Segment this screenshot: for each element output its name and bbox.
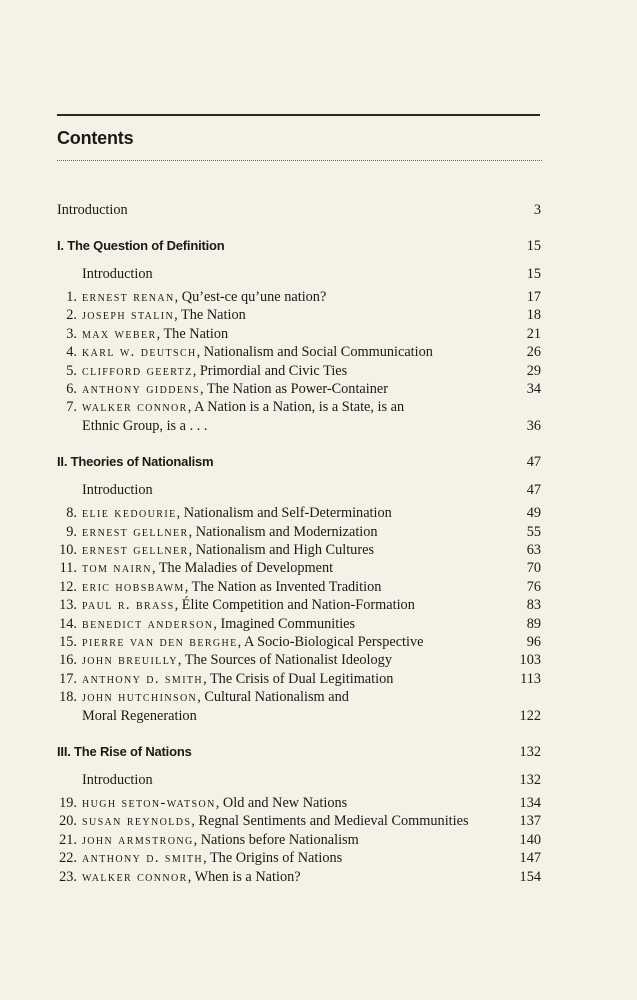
part-introduction-label: Introduction <box>82 772 153 788</box>
entry-author: hugh seton-watson <box>82 795 216 811</box>
entry-page: 76 <box>526 579 541 595</box>
part-introduction-page: 15 <box>526 266 541 282</box>
entry-text <box>82 578 381 596</box>
entry-author: max weber <box>82 326 157 342</box>
entry-page: 34 <box>526 381 541 397</box>
toc-introduction <box>57 201 541 219</box>
entry-page: 70 <box>526 560 541 576</box>
entry-number: 6. <box>66 381 77 397</box>
entry-author: anthony d. smith <box>82 850 204 866</box>
entry-author: anthony giddens <box>82 381 200 397</box>
entry-page: 113 <box>520 671 541 687</box>
entry-number: 14. <box>59 616 77 632</box>
toc-entry <box>57 343 541 361</box>
part-heading <box>57 453 541 471</box>
entry-title: , When is a Nation? <box>187 869 301 885</box>
entry-page: 89 <box>526 616 541 632</box>
introduction-page: 3 <box>533 202 541 218</box>
entry-title: , Imagined Communities <box>213 616 356 632</box>
entry-author: anthony d. smith <box>82 671 204 687</box>
entry-page: 26 <box>526 344 541 360</box>
entry-text <box>82 559 333 577</box>
part-heading <box>57 237 541 255</box>
toc-entry <box>57 812 541 830</box>
part-page: 132 <box>519 744 541 760</box>
entry-text <box>82 288 326 306</box>
part-introduction <box>57 481 541 499</box>
entry-number: 23. <box>59 869 77 885</box>
entry-number: 4. <box>66 344 77 360</box>
entry-title: , Cultural Nationalism and <box>197 689 349 705</box>
entry-title: , Qu’est-ce qu’une nation? <box>174 289 327 305</box>
toc-entry <box>57 288 541 306</box>
entry-author: john breuilly <box>82 652 178 668</box>
part-title: I. The Question of Definition <box>57 238 225 253</box>
entry-number: 17. <box>59 671 77 687</box>
entry-title: , The Nation <box>156 326 229 342</box>
entry-author: john hutchinson <box>82 689 198 705</box>
part-introduction-page: 132 <box>519 772 541 788</box>
toc-entry <box>57 596 541 614</box>
entry-number: 1. <box>66 289 77 305</box>
part-title: II. Theories of Nationalism <box>57 454 214 469</box>
entry-title: , Nationalism and Self-Determination <box>176 505 392 521</box>
entry-number: 15. <box>59 634 77 650</box>
entry-title: , Nations before Nationalism <box>193 832 359 848</box>
entry-page: 137 <box>519 813 541 829</box>
toc-entry <box>57 868 541 886</box>
part-introduction <box>57 265 541 283</box>
toc-entry <box>57 831 541 849</box>
entry-text <box>82 541 374 559</box>
toc-entry <box>57 651 541 669</box>
entry-text <box>82 362 347 380</box>
entry-text <box>82 670 393 688</box>
entry-author: eric hobsbawm <box>82 579 185 595</box>
entry-author: john armstrong <box>82 832 194 848</box>
entry-author: walker connor <box>82 869 188 885</box>
entry-number: 2. <box>66 307 77 323</box>
entry-author: elie kedourie <box>82 505 177 521</box>
entry-author: susan reynolds <box>82 813 192 829</box>
entry-text <box>82 398 404 416</box>
toc-entry <box>57 362 541 380</box>
entry-text <box>82 306 246 324</box>
entry-page: 134 <box>519 795 541 811</box>
toc-entry <box>57 398 541 416</box>
entry-title: , The Maladies of Development <box>151 560 334 576</box>
toc-entry <box>57 325 541 343</box>
part-page: 15 <box>526 238 541 254</box>
entry-text <box>82 380 388 398</box>
entry-title: , The Crisis of Dual Legitimation <box>203 671 394 687</box>
dotted-divider <box>57 160 542 161</box>
entry-text <box>82 688 349 706</box>
toc-entry-continuation <box>57 707 541 725</box>
entry-title: , Old and New Nations <box>215 795 348 811</box>
entry-number: 8. <box>66 505 77 521</box>
entry-text <box>82 615 355 633</box>
entry-text <box>82 343 433 361</box>
entry-text <box>82 504 392 522</box>
entry-number: 19. <box>59 795 77 811</box>
toc-entry <box>57 504 541 522</box>
entry-text <box>82 849 342 867</box>
entry-author: joseph stalin <box>82 307 175 323</box>
entry-number: 5. <box>66 363 77 379</box>
entry-number: 7. <box>66 399 77 415</box>
entry-page: 49 <box>526 505 541 521</box>
entry-title: , The Sources of Nationalist Ideology <box>177 652 392 668</box>
entry-text <box>82 831 359 849</box>
entry-title: , A Nation is a Nation, is a State, is an <box>187 399 405 415</box>
entry-text <box>82 868 301 886</box>
entry-number: 9. <box>66 524 77 540</box>
entry-title: , The Nation as Power-Container <box>199 381 388 397</box>
toc-entry <box>57 688 541 706</box>
entry-title: , Nationalism and High Cultures <box>188 542 375 558</box>
entry-number: 20. <box>59 813 77 829</box>
entry-title: , Regnal Sentiments and Medieval Communities <box>191 813 469 829</box>
entry-page: 17 <box>526 289 541 305</box>
entry-page: 96 <box>526 634 541 650</box>
part-heading <box>57 743 541 761</box>
toc-entry-continuation <box>57 417 541 435</box>
entry-number: 11. <box>59 560 77 576</box>
entry-title: , Nationalism and Modernization <box>188 524 378 540</box>
entry-title: , Primordial and Civic Ties <box>192 363 348 379</box>
entry-author: pierre van den berghe <box>82 634 238 650</box>
toc-entry <box>57 541 541 559</box>
part-introduction <box>57 771 541 789</box>
part-page: 47 <box>526 454 541 470</box>
entry-page: 36 <box>526 418 541 434</box>
entry-text <box>82 812 469 830</box>
entry-number: 18. <box>59 689 77 705</box>
entry-text <box>82 596 415 614</box>
part-title: III. The Rise of Nations <box>57 744 192 759</box>
entry-page: 147 <box>519 850 541 866</box>
entry-title: , The Origins of Nations <box>203 850 343 866</box>
entry-title: , A Socio-Biological Perspective <box>237 634 424 650</box>
entry-page: 154 <box>519 869 541 885</box>
entry-text <box>82 794 347 812</box>
entry-number: 10. <box>59 542 77 558</box>
entry-number: 13. <box>59 597 77 613</box>
part-introduction-label: Introduction <box>82 482 153 498</box>
toc-entry <box>57 578 541 596</box>
entry-title-continued: Moral Regeneration <box>82 708 197 724</box>
part-introduction-label: Introduction <box>82 266 153 282</box>
entry-author: paul r. brass <box>82 597 175 613</box>
entry-page: 21 <box>526 326 541 342</box>
entry-author: ernest gellner <box>82 524 189 540</box>
entry-number: 22. <box>59 850 77 866</box>
toc-entry <box>57 670 541 688</box>
top-rule <box>57 114 540 116</box>
entry-page: 140 <box>519 832 541 848</box>
entry-title: , Élite Competition and Nation-Formation <box>174 597 415 613</box>
toc-entry <box>57 380 541 398</box>
toc-entry <box>57 794 541 812</box>
entry-number: 21. <box>59 832 77 848</box>
entry-title-continued: Ethnic Group, is a . . . <box>82 418 208 434</box>
toc-entry <box>57 523 541 541</box>
entry-author: tom nairn <box>82 560 152 576</box>
entry-page: 18 <box>526 307 541 323</box>
entry-page: 29 <box>526 363 541 379</box>
entry-author: walker connor <box>82 399 188 415</box>
entry-page: 122 <box>519 708 541 724</box>
toc-entry <box>57 633 541 651</box>
entry-number: 3. <box>66 326 77 342</box>
toc-entry <box>57 615 541 633</box>
entry-author: benedict anderson <box>82 616 214 632</box>
entry-text <box>82 651 392 669</box>
entry-text <box>82 523 378 541</box>
entry-title: , The Nation as Invented Tradition <box>184 579 382 595</box>
entry-number: 16. <box>59 652 77 668</box>
entry-page: 83 <box>526 597 541 613</box>
entry-author: karl w. deutsch <box>82 344 197 360</box>
part-introduction-page: 47 <box>526 482 541 498</box>
entry-title: , Nationalism and Social Communication <box>196 344 433 360</box>
toc-entry <box>57 849 541 867</box>
page-title: Contents <box>57 128 134 148</box>
entry-text <box>82 325 228 343</box>
toc-entry <box>57 306 541 324</box>
toc-entry <box>57 559 541 577</box>
introduction-label: Introduction <box>57 202 128 218</box>
entry-title: , The Nation <box>174 307 246 323</box>
entry-author: clifford geertz <box>82 363 193 379</box>
entry-page: 103 <box>519 652 541 668</box>
entry-number: 12. <box>59 579 77 595</box>
entry-page: 63 <box>526 542 541 558</box>
entry-page: 55 <box>526 524 541 540</box>
entry-author: ernest gellner <box>82 542 189 558</box>
entry-text <box>82 633 424 651</box>
entry-author: ernest renan <box>82 289 175 305</box>
